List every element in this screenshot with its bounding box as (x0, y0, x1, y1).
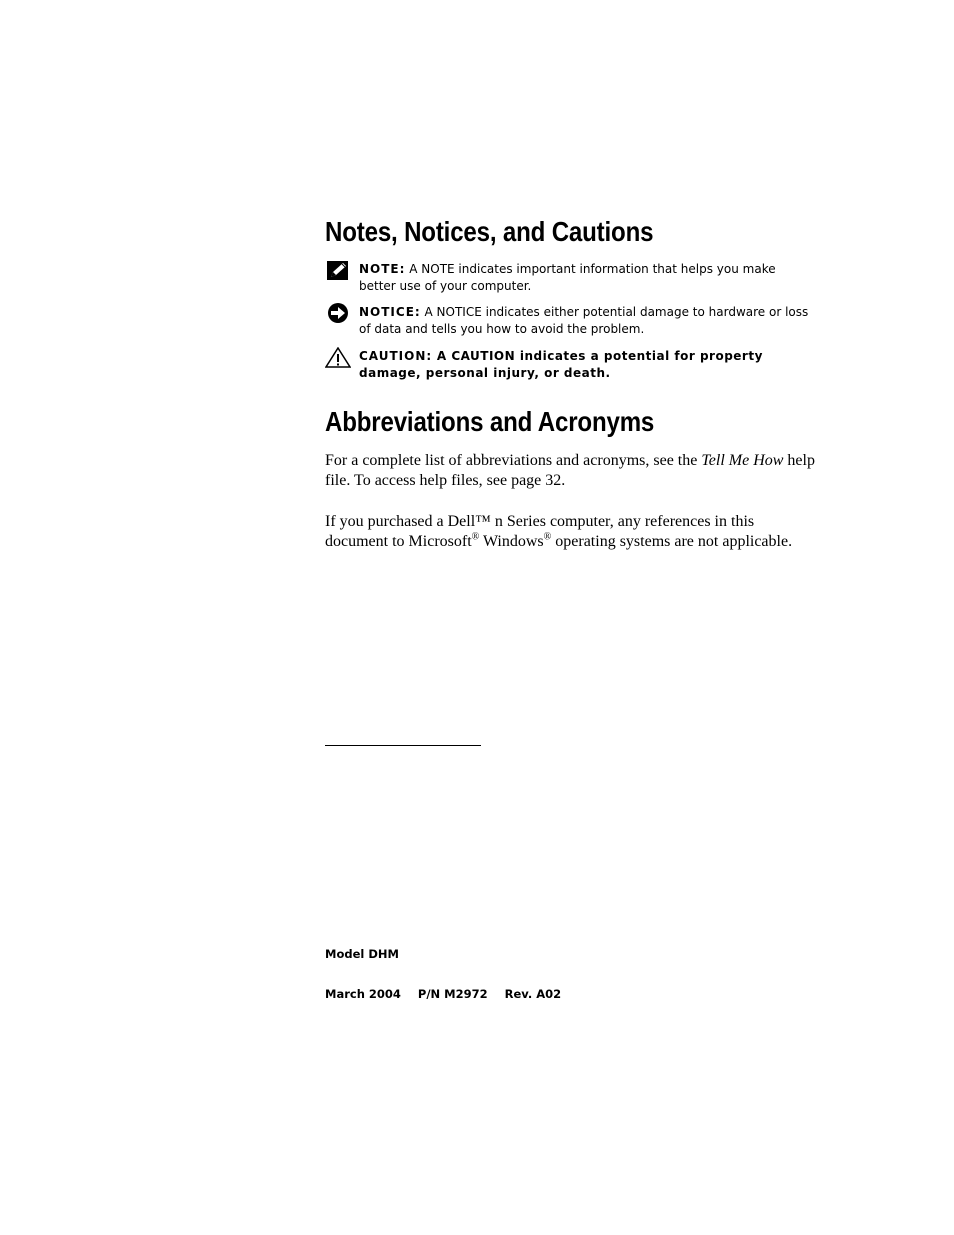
caution-body: A CAUTION indicates a potential for property damage, personal injury, or death. (359, 349, 763, 380)
registered-mark: ® (471, 531, 480, 543)
notice-body: A NOTICE indicates either potential damage to hardware or loss of data and tells you how to avoid the problem. (359, 305, 809, 336)
publication-info-line (325, 987, 561, 1001)
part-number: P/N M2972 (417, 987, 488, 1001)
n-series-paragraph (325, 512, 815, 552)
notice-label: NOTICE: (359, 305, 421, 319)
notes-section-title: Notes, Notices, and Cautions (325, 216, 654, 247)
caution-triangle-icon (325, 347, 351, 369)
para2-text3: operating systems are not applicable. (551, 533, 793, 550)
note-text (359, 261, 814, 295)
footnote-divider (325, 745, 481, 746)
para2-text1: If you purchased a Dell™ n Series computer, any references in this document to Microsoft (325, 513, 755, 550)
model-line (325, 947, 399, 961)
note-label: NOTE: (359, 262, 406, 276)
notice-callout (325, 304, 815, 338)
notice-arrow-icon (325, 303, 351, 325)
caution-callout (325, 348, 815, 382)
caution-text (359, 348, 814, 382)
model-number: Model DHM (325, 947, 399, 961)
tell-me-how-title: Tell Me How (701, 452, 784, 469)
para1-before: For a complete list of abbreviations and acronyms, see the (325, 452, 702, 469)
note-body: A NOTE indicates important information that helps you make better use of your computer. (359, 262, 776, 293)
registered-mark: ® (543, 531, 552, 543)
notice-text (359, 304, 814, 338)
note-callout (325, 261, 815, 295)
publication-date: March 2004 (325, 987, 401, 1001)
revision: Rev. A02 (504, 987, 562, 1001)
abbreviations-paragraph (325, 451, 815, 491)
para1-after: help file. To access help files, see page 32. (325, 452, 815, 489)
caution-label: CAUTION: (359, 349, 433, 363)
abbreviations-section-title: Abbreviations and Acronyms (325, 406, 655, 437)
para2-text2: Windows (479, 533, 544, 550)
note-pencil-icon (325, 260, 351, 282)
